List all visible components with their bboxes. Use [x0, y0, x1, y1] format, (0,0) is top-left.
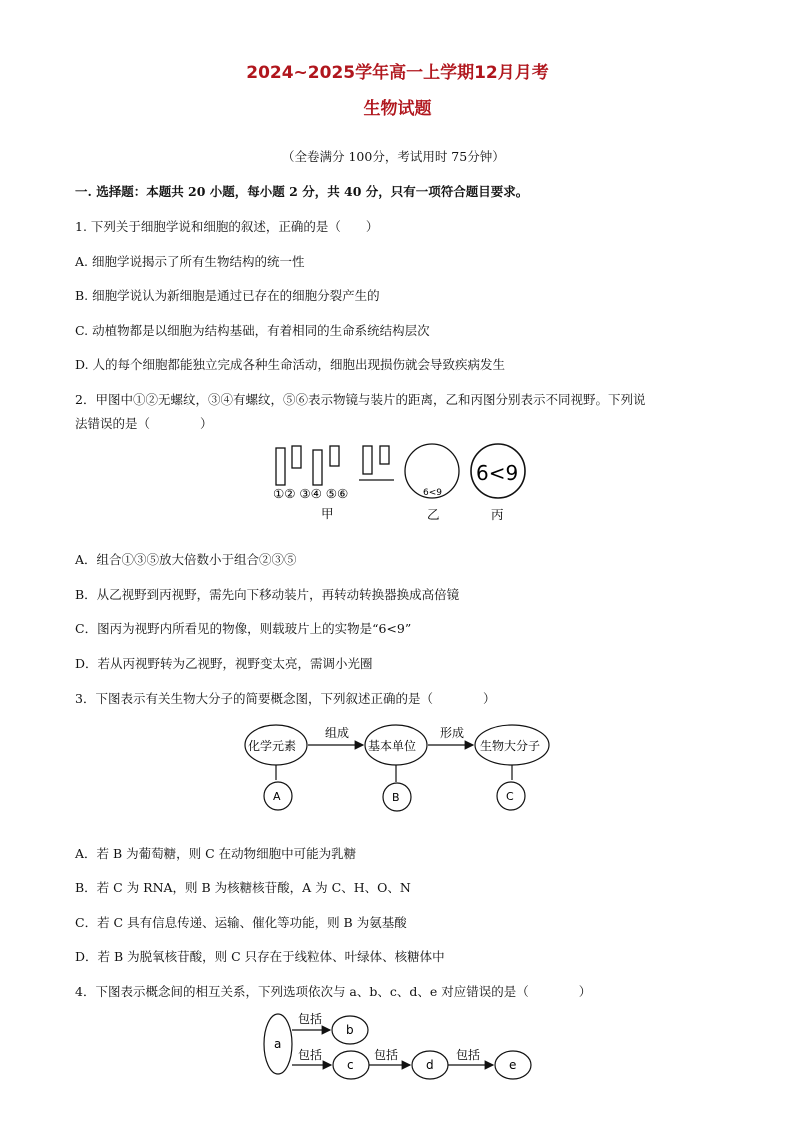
q2-stem-line2: 法错误的是（ ）: [75, 416, 213, 431]
q1-option-c: C. 动植物都是以细胞为结构基础，有着相同的生命系统结构层次: [75, 323, 430, 338]
include-label-2: 包括: [298, 1048, 323, 1062]
q2-option-a: A．组合①③⑤放大倍数小于组合②③⑤: [75, 552, 297, 567]
node-d-label: d: [426, 1058, 434, 1072]
q3-option-d: D．若 B 为脱氧核苷酸，则 C 只存在于线粒体、叶绿体、核糖体中: [75, 949, 445, 964]
bing-text: 6<9: [476, 461, 519, 485]
arrow-compose-label: 组成: [325, 726, 350, 740]
q1-option-b: B. 细胞学说认为新细胞是通过已存在的细胞分裂产生的: [75, 288, 380, 303]
include-label-3: 包括: [374, 1048, 399, 1062]
lens-2-short: [292, 446, 301, 468]
exam-title: 2024~2025学年高一上学期12月月考: [246, 63, 549, 83]
exam-info: （全卷满分 100分，考试用时 75分钟）: [282, 149, 505, 164]
node-basic-unit-label: 基本单位: [368, 739, 417, 753]
q3-figure: [240, 720, 560, 815]
lens-6-short-objective: [380, 446, 389, 464]
section-heading: 一. 选择题：本题共 20 小题，每小题 2 分，共 40 分，只有一项符合题目要求。: [75, 184, 529, 199]
node-elements-label: 化学元素: [248, 739, 297, 753]
label-bing: 丙: [491, 507, 504, 522]
yi-text: 6<9: [423, 488, 442, 498]
label-yi: 乙: [427, 507, 440, 522]
q2-figure: [266, 438, 536, 528]
q1-stem: 1. 下列关于细胞学说和细胞的叙述，正确的是（ ）: [75, 219, 379, 234]
node-macromolecule-label: 生物大分子: [480, 739, 541, 753]
node-c-label: c: [347, 1058, 354, 1072]
node-b-label: B: [392, 791, 400, 804]
include-label-1: 包括: [298, 1012, 323, 1026]
label-jia: 甲: [321, 506, 334, 521]
lens-3-long-threaded: [313, 450, 322, 485]
node-e-label: e: [509, 1058, 517, 1072]
q4-figure: [258, 1008, 538, 1086]
lens-labels: ①② ③④ ⑤⑥: [273, 486, 349, 501]
arrow-form-label: 形成: [440, 726, 465, 740]
lens-4-short-threaded: [330, 446, 339, 466]
exam-subtitle: 生物试题: [363, 99, 432, 119]
q1-option-d: D. 人的每个细胞都能独立完成各种生命活动，细胞出现损伤就会导致疾病发生: [75, 357, 506, 372]
node-b-label: b: [346, 1023, 354, 1037]
q2-stem-line1: 2．甲图中①②无螺纹，③④有螺纹，⑤⑥表示物镜与装片的距离，乙和丙图分别表示不同视野。下列说: [75, 392, 646, 407]
q3-stem: 3．下图表示有关生物大分子的简要概念图，下列叙述正确的是（ ）: [75, 691, 496, 706]
q3-option-c: C．若 C 具有信息传递、运输、催化等功能，则 B 为氨基酸: [75, 915, 407, 930]
q2-option-c: C．图丙为视野内所看见的物像，则载玻片上的实物是“6<9”: [75, 621, 412, 636]
q4-stem: 4．下图表示概念间的相互关系，下列选项依次与 a、b、c、d、e 对应错误的是（ ）: [75, 984, 592, 999]
lens-1-long: [276, 448, 285, 485]
include-label-4: 包括: [456, 1048, 481, 1062]
node-c-label: C: [506, 790, 514, 803]
lens-5-long-objective: [363, 446, 372, 474]
q2-option-b: B．从乙视野到丙视野，需先向下移动装片，再转动转换器换成高倍镜: [75, 587, 460, 602]
node-a-label: a: [274, 1037, 282, 1051]
q3-option-a: A．若 B 为葡萄糖，则 C 在动物细胞中可能为乳糖: [75, 846, 357, 861]
q3-option-b: B．若 C 为 RNA，则 B 为核糖核苷酸，A 为 C、H、O、N: [75, 880, 411, 895]
node-a-label: A: [273, 790, 281, 803]
q2-option-d: D．若从丙视野转为乙视野，视野变太亮，需调小光圈: [75, 656, 373, 671]
q1-option-a: A. 细胞学说揭示了所有生物结构的统一性: [75, 254, 305, 269]
